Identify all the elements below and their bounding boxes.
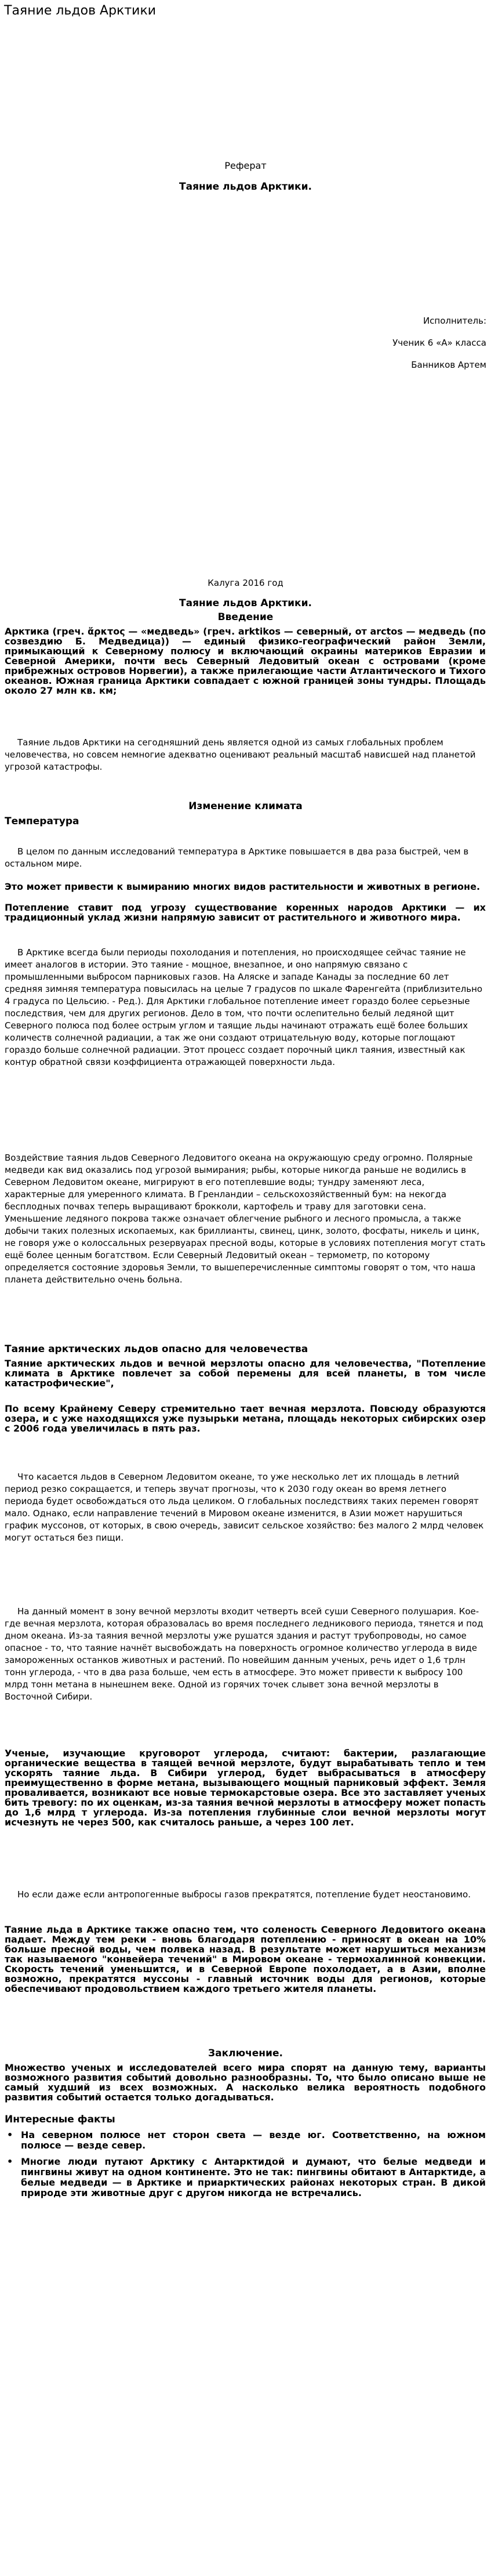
cover-student-class: Ученик 6 «А» класса: [392, 338, 486, 348]
climate-paragraph-2: В Арктике всегда были периоды похолодания и потепления, но происходящее сейчас таяние не имеет аналогов в истории. Это таяние - мощное, внезапное, и оно напрямую связано с промышленными выбросом парниковых газов. На Аляске и западе Канады за последние 60 лет средняя зимняя температура повысилась на целые 7 градусов по шкале Фаренгейта (приблизительно 4 градуса по Цельсию. - Ред.). Для Арктики глобальное потепление имеет гораздо более серьезные последствия, чем для других регионов. Дело в том, что почти ослепительно белый ледяной щит Северного полюса под более острым углом и таящие льды начинают отражать ещё более больших количеств солнечной радиации, а так же они создают отрицательную воду, которые поглощают гораздо больше солнечной радиации. Этот процесс создает порочный цикл таяния, известный как контур обратной связи коэффициента отражающей поверхности льда.: [5, 947, 483, 1067]
danger-bold-1: Таяние арктических льдов и вечной мерзлоты опасно для человечества, "Потепление климата в Арктике повлечет за собой перемены для всей планеты, в том числе катастрофические",: [5, 1358, 486, 1389]
cover-student-name: Банников Артем: [411, 360, 486, 370]
intro-paragraph: Таяние льдов Арктики на сегодняшний день является одной из самых глобальных проблем человечества, но совсем немногие адекватно оценивают реальный масштаб нависшей над планетой угрозой катастрофы.: [5, 737, 476, 772]
conclusion-paragraph: Множество ученых и исследователей всего мира спорят на данную тему, варианты возможного развития событий довольно разнообразны. То, что было описано выше не самый худший из всех возможных. А насколько велика вероятность подобного развития событий остается только догадываться.: [5, 2062, 486, 2103]
cover-performer-label: Исполнитель:: [423, 316, 486, 326]
climate-bold-2: Потепление ставит под угрозу существование коренных народов Арктики — их традиционный уклад жизни напрямую зависит от растительного и животного мира.: [5, 902, 486, 923]
cover-city-year: Калуга 2016 год: [208, 578, 283, 588]
fact-item: [5, 2157, 486, 2198]
conclusion-heading: Заключение.: [208, 2048, 283, 2059]
bullet-icon: •: [7, 2156, 13, 2167]
danger-heading: Таяние арктических льдов опасно для человечества: [5, 1343, 308, 1355]
cover-topic: Таяние льдов Арктики.: [179, 181, 312, 193]
danger-paragraph-3: Но если даже если антропогенные выбросы газов прекратятся, потепление будет неостановимо.: [17, 1889, 471, 1900]
document-title: Таяние льдов Арктики: [4, 3, 157, 18]
climate-bold-1: Это может привести к вымиранию многих видов растительности и животных в регионе.: [5, 881, 481, 892]
facts-list: [5, 2130, 486, 2204]
climate-paragraph-1: В целом по данным исследований температура в Арктике повышается в два раза быстрей, чем в остальном мире.: [5, 846, 469, 869]
fact-item: [5, 2130, 486, 2151]
fact-text: На северном полюсе нет сторон света — везде юг. Соответственно, на южном полюсе — везде север.: [21, 2129, 486, 2151]
bullet-icon: •: [7, 2129, 13, 2140]
danger-paragraph-1: Что касается льдов в Северном Ледовитом океане, то уже несколько лет их площадь в летний период резко сокращается, и теперь звучат прогнозы, что к 2030 году океан во время летнего периода будет освобождаться ото льда целиком. О глобальных последствиях таких перемен говорят мало. Однако, если направление течений в Мировом океане изменится, в Азии может нарушиться график муссонов, от которых, в свою очередь, зависит сельское хозяйство: без малого 2 млрд человек могут остаться без пищи.: [5, 1472, 484, 1543]
temperature-subheading: Температура: [5, 816, 79, 827]
danger-bold-2: По всему Крайнему Северу стремительно тает вечная мерзлота. Повсюду образуются озера, и с уже находящихся уже пузырьки метана, площадь некоторых сибирских озер с 2006 года увеличилась в пять раз.: [5, 1403, 486, 1434]
danger-paragraph-2: На данный момент в зону вечной мерзлоты входит четверть всей суши Северного полушария. Кое-где вечная мерзлота, которая образовалась во время последнего ледникового периода, тянется и под дном океана. Из-за таяния вечной мерзлоты уже рушатся здания и растут трубопроводы, но самое опасное - то, что таяние начнёт высвобождать на поверхность огромное количество углерода в виде замороженных останков животных и растений. По новейшим данным ученых, речь идет о 1,6 трлн тонн углерода, - что в два раза больше, чем есть в атмосфере. Это может привести к выбросу 100 млрд тонн метана в нынешнем веке. Одной из горячих точек слывет зона вечной мерзлоты в Восточной Сибири.: [5, 1606, 483, 1702]
danger-bold-4: Таяние льда в Арктике также опасно тем, что соленость Северного Ледовитого океана падает. Между тем реки - вновь благодаря потеплению - приносят в океан на 10% больше пресной воды, чем полвека назад. В результате может нарушиться механизм так называемого "конвейера течений" в Мировом океане - термохалинной конвекции. Скорость течений уменьшится, и в Северной Европе похолодает, а в Азии, вполне возможно, прекратятся муссоны - главный источник воды для регионов, которые обеспечивают продовольствием каждого третьего жителя планеты.: [5, 1924, 486, 1994]
intro-heading: Введение: [217, 611, 274, 623]
cover-referat: Реферат: [224, 160, 267, 171]
facts-heading: Интересные факты: [5, 2114, 115, 2125]
fact-text: Многие люди путают Арктику с Антарктидой и думают, что белые медведи и пингвины живут на одном континенте. Это не так: пингвины обитают в Антарктиде, а белые медведи — в Арктике и приарктических районах некоторых стран. В дикой природе эти животные друг с другом никогда не встречались.: [21, 2156, 486, 2198]
climate-heading: Изменение климата: [188, 800, 303, 812]
climate-paragraph-3: Воздействие таяния льдов Северного Ледовитого океана на окружающую среду огромно. Полярные медведи как вид оказались под угрозой вымирания; рыбы, которые никогда раньше не водились в Северном Ледовитом океане, мигрируют в его потеплевшие воды; тундру заменяют леса, характерные для умеренного климата. В Гренландии – сельскохозяйственный бум: на некогда бесплодных почвах теперь выращивают брокколи, картофель и траву для заготовки сена. Уменьшение ледяного покрова также означает облегчение рыбного и лесного промысла, а также добычи таких полезных ископаемых, как бриллианты, свинец, цинк, золото, фосфаты, никель и цинк, не говоря уже о колоссальных резервуарах пресной воды, которые в условиях потепления могут стать ещё более ценным богатством. Если Северный Ледовитый океан – термометр, по которому определяется состояние здоровья Земли, то вышеперечисленные симптомы говорят о том, что наша планета действительно очень больна.: [5, 1153, 486, 1285]
arctic-definition: Арктика (греч. ἄρκτος — «медведь» (греч. arktikos — северный, от arctos — медведь (по созвездию Б. Медведица)) — единый физико-географический район Земли, примыкающий к Северному полюсу и включающий окраины материков Евразии и Северной Америки, почти весь Северный Ледовитый океан с островами (кроме прибрежных островов Норвегии), а также прилегающие части Атлантического и Тихого океанов. Южная граница Арктики совпадает с южной границей зоны тундры. Площадь около 27 млн кв. км;: [5, 626, 486, 696]
danger-bold-3: Ученые, изучающие круговорот углерода, считают: бактерии, разлагающие органические вещества в таящей вечной мерзлоте, будут вырабатывать тепло и тем ускорять таяние льда. В Сибири углерод, будет выбрасываться в атмосферу преимущественно в форме метана, вызывающего мощный парниковый эффект. Земля проваливается, возникают все новые термокарстовые озера. Все это заставляет ученых бить тревогу: по их оценкам, из-за таяния вечной мерзлоты в атмосферу может попасть до 1,6 млрд т углерода. Из-за потепления глубинные слои вечной мерзлоты могут исчезнуть не через 500, как считалось раньше, а через 100 лет.: [5, 1748, 486, 1828]
intro-title: Таяние льдов Арктики.: [179, 597, 312, 609]
